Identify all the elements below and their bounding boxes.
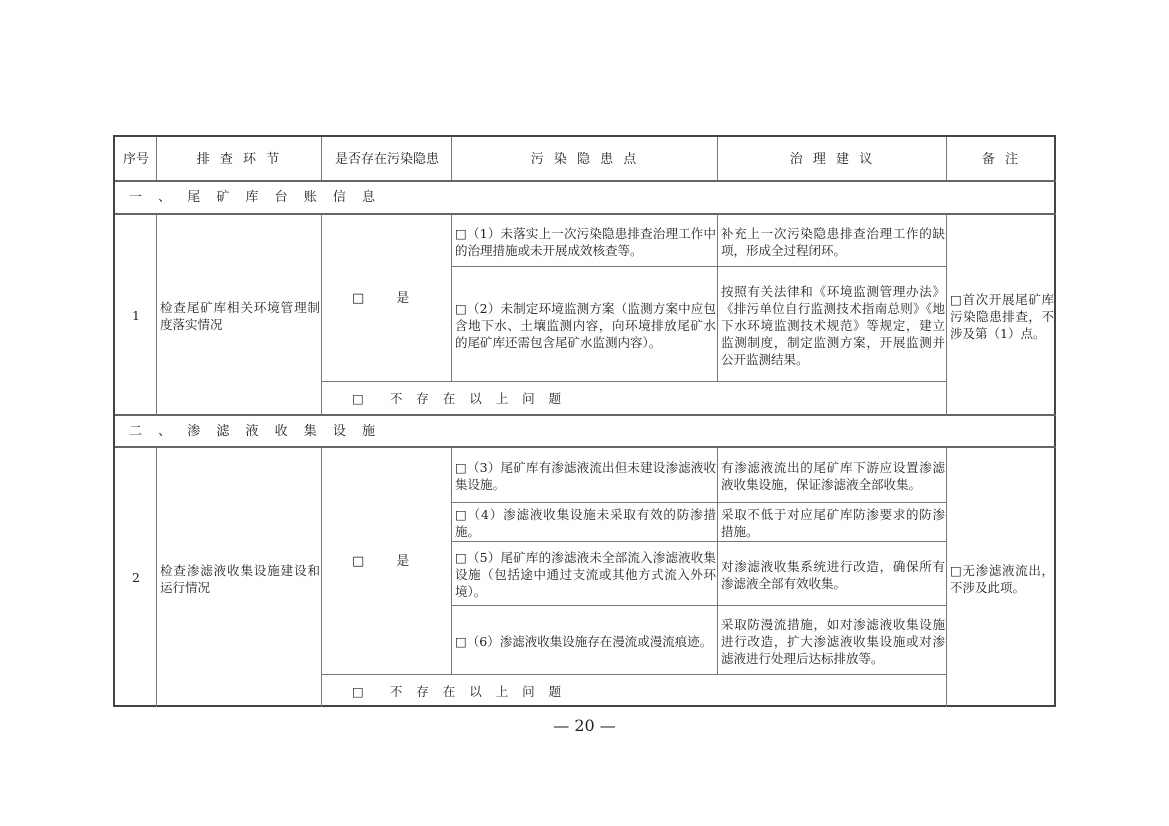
suggestion: 采取不低于对应尾矿库防渗要求的防渗措施。 <box>721 507 945 539</box>
remark[interactable]: □无渗滤液流出，不涉及此项。 <box>950 562 1054 595</box>
divider <box>451 447 452 675</box>
option-none-label: 不 存 在 以 上 问 题 <box>389 683 567 699</box>
divider <box>321 137 322 181</box>
divider <box>156 447 157 707</box>
suggestion: 补充上一次污染隐患排查治理工作的缺项，形成全过程闭环。 <box>721 225 945 258</box>
option-yes[interactable] <box>322 448 452 674</box>
option-none[interactable] <box>322 675 947 707</box>
inspection-item: 检查渗滤液收集设施建设和运行情况 <box>160 562 320 595</box>
header-suggestion: 治 理 建 议 <box>789 151 876 167</box>
row-number: 1 <box>132 307 140 323</box>
divider <box>717 137 718 181</box>
header-remark: 备 注 <box>981 151 1022 167</box>
row-number: 2 <box>132 570 140 585</box>
divider <box>452 541 947 542</box>
suggestion: 有渗滤液流出的尾矿库下游应设置渗滤液收集设施，保证渗滤液全部收集。 <box>721 460 945 492</box>
divider <box>451 214 452 382</box>
suggestion: 采取防漫流措施，如对渗滤液收集设施进行改造，扩大渗滤液收集设施或对渗滤液进行处理后达标排放等。 <box>721 616 945 666</box>
page-number: — 20 — <box>553 716 616 735</box>
divider <box>322 674 947 675</box>
divider <box>452 605 947 606</box>
header-hazard: 污 染 隐 患 点 <box>530 151 640 167</box>
divider <box>451 137 452 181</box>
checkbox-icon[interactable]: □ <box>352 391 364 406</box>
checkbox-icon[interactable]: □ <box>352 290 365 306</box>
section-title-2: 二 、 渗 滤 液 收 集 设 施 <box>129 423 382 439</box>
option-yes[interactable] <box>322 215 452 381</box>
divider <box>946 137 947 181</box>
header-item: 排 查 环 节 <box>196 151 283 167</box>
hazard-point[interactable]: □（4）渗滤液收集设施未采取有效的防渗措施。 <box>455 507 716 539</box>
hazard-point[interactable]: □（1）未落实上一次污染隐患排查治理工作中的治理措施或未开展成效核查等。 <box>455 225 716 258</box>
header-no: 序号 <box>122 151 149 167</box>
divider <box>156 214 157 415</box>
divider <box>321 447 322 707</box>
checkbox-icon[interactable]: □ <box>352 683 364 699</box>
inspection-item: 检查尾矿库相关环境管理制度落实情况 <box>160 300 320 332</box>
divider <box>717 214 718 382</box>
divider <box>946 214 947 415</box>
checkbox-icon[interactable]: □ <box>352 553 365 569</box>
hazard-inspection-table <box>113 135 1056 707</box>
divider <box>156 137 157 181</box>
option-yes-label: 是 <box>396 290 410 306</box>
divider <box>946 447 947 707</box>
hazard-point[interactable]: □（5）尾矿库的渗滤液未全部流入渗滤液收集设施（包括途中通过支流或其他方式流入外环境）。 <box>455 550 716 599</box>
header-exists: 是否存在污染隐患 <box>334 151 439 167</box>
hazard-point[interactable]: □（6）渗滤液收集设施存在漫流或漫流痕迹。 <box>455 633 713 649</box>
section-title-1: 一 、 尾 矿 库 台 账 信 息 <box>129 190 382 205</box>
suggestion: 对渗滤液收集系统进行改造，确保所有渗滤液全部有效收集。 <box>721 558 945 591</box>
hazard-point[interactable]: □（3）尾矿库有渗滤液流出但未建设渗滤液收集设施。 <box>455 460 716 492</box>
suggestion: 按照有关法律和《环境监测管理办法》《排污单位自行监测技术指南总则》《地下水环境监测技术规范》等规定，建立监测制度，制定监测方案，开展监测并公开监测结果。 <box>721 283 945 367</box>
remark[interactable]: □首次开展尾矿库污染隐患排查，不涉及第（1）点。 <box>950 291 1054 341</box>
divider <box>452 266 947 267</box>
option-yes-label: 是 <box>396 553 410 569</box>
option-none-label: 不 存 在 以 上 问 题 <box>389 391 567 406</box>
divider <box>321 214 322 415</box>
hazard-point[interactable]: □（2）未制定环境监测方案（监测方案中应包含地下水、土壤监测内容，向环境排放尾矿水的尾矿库还需包含尾矿水监测内容）。 <box>455 300 716 350</box>
option-none[interactable] <box>322 382 947 415</box>
divider <box>322 381 947 382</box>
divider <box>717 447 718 675</box>
divider <box>452 502 947 503</box>
